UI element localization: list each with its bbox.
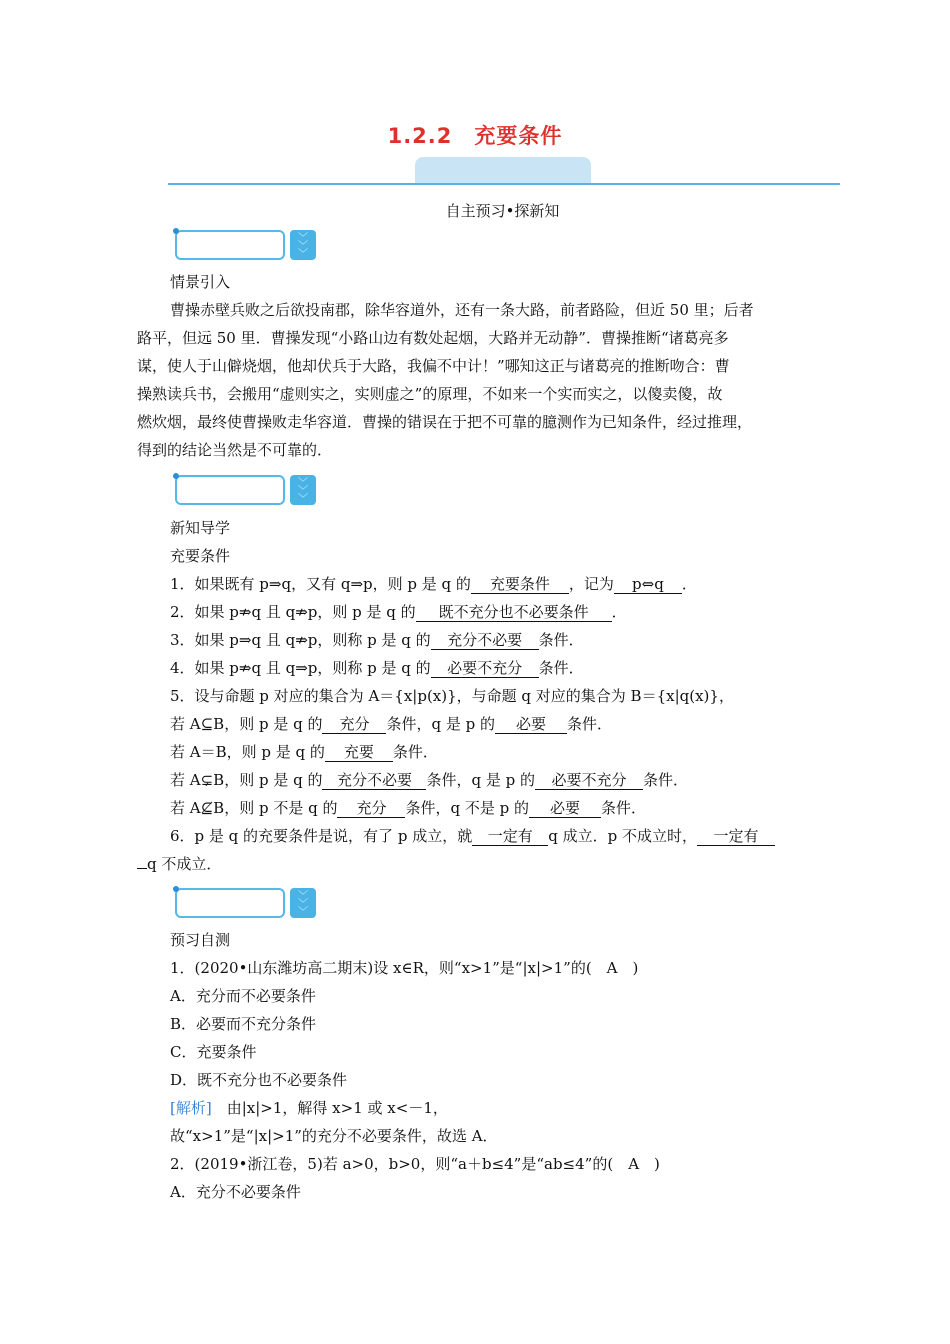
title-divider (168, 183, 840, 185)
page-title: 1.2.2 充要条件 (387, 124, 563, 148)
answer-blank: 既不充分也不必要条件 (416, 604, 612, 622)
question-1-option: A．充分而不必要条件 (170, 987, 316, 1005)
knowledge-item-5c: 若 A⊊B，则 p 是 q 的 充分不必要 条件，q 是 p 的 必要不充分 条件． (170, 771, 689, 789)
question-1-option: B．必要而不充分条件 (170, 1015, 317, 1033)
intro-line: 燃炊烟，最终使曹操败走华容道．曹操的错误在于把不可靠的臆测作为已知条件，经过推理， (137, 413, 753, 431)
knowledge-item-4: 4．如果 p⇏q 且 q⇒p，则称 p 是 q 的 必要不充分 条件． (170, 659, 584, 677)
knowledge-item-5a: 若 A⊆B，则 p 是 q 的 充分 条件，q 是 p 的 必要 条件． (170, 715, 613, 733)
new-knowledge-subheading: 充要条件 (170, 547, 231, 565)
intro-line: 谋，使人于山僻烧烟，他却伏兵于大路，我偏不中计！”哪知这正与诸葛亮的推断吻合：曹 (137, 357, 730, 375)
question-1-option: D．既不充分也不必要条件 (170, 1071, 348, 1089)
knowledge-item-2: 2．如果 p⇏q 且 q⇏p，则 p 是 q 的 既不充分也不必要条件 ． (170, 603, 627, 621)
answer-blank: 充要 (325, 744, 393, 762)
answer-blank: 必要不充分 (535, 772, 643, 790)
knowledge-item-6-cont: q 不成立． (137, 854, 221, 874)
answer-blank: 充要条件 (471, 576, 569, 594)
knowledge-item-6: 6．p 是 q 的充要条件是说，有了 p 成立，就 一定有 q 成立．p 不成立时， 一定有 (170, 826, 775, 846)
intro-line: 路平，但远 50 里．曹操发现“小路山边有数处起烟，大路并无动静”．曹操推断“诸葛亮多 (137, 329, 729, 347)
answer-blank: 充分不必要 (322, 772, 426, 790)
answer-blank: 充分不必要 (431, 632, 539, 650)
question-1-option: C．充要条件 (170, 1043, 257, 1061)
section-badge-frame (175, 888, 285, 918)
section-badge-frame (175, 475, 285, 505)
knowledge-item-5: 5．设与命题 p 对应的集合为 A＝{x|p(x)}，与命题 q 对应的集合为 B＝{x|q(x)}， (170, 687, 734, 705)
title-tab-decoration (415, 157, 591, 184)
intro-line: 操熟读兵书，会搬用“虚则实之，实则虚之”的原理，不如来一个实而实之，以傻卖傻，故 (137, 385, 723, 403)
question-1: 1．(2020•山东潍坊高二期末)设 x∈R，则“x>1”是“|x|>1”的( A ) (170, 959, 639, 977)
analysis-tag: [解析] (170, 1099, 212, 1117)
question-2: 2．(2019•浙江卷，5)若 a>0，b>0，则“a＋b≤4”是“ab≤4”的( A ) (170, 1155, 660, 1173)
chevron-down-icon: ﹀ ﹀ ﹀ (290, 230, 316, 260)
answer-blank: p⇔q (614, 576, 682, 594)
answer-blank: 必要 (495, 716, 567, 734)
badge-dot (173, 473, 179, 479)
intro-heading: 情景引入 (170, 273, 231, 291)
knowledge-item-1: 1．如果既有 p⇒q，又有 q⇒p，则 p 是 q 的 充要条件 ，记为 p⇔q ． (170, 575, 697, 593)
intro-line: 曹操赤壁兵败之后欲投南郡，除华容道外，还有一条大路，前者路险，但近 50 里；后者 (170, 301, 754, 319)
intro-line: 得到的结论当然是不可靠的． (137, 441, 333, 459)
knowledge-item-5d: 若 A⊈B，则 p 不是 q 的 充分 条件，q 不是 p 的 必要 条件． (170, 799, 647, 817)
new-knowledge-heading: 新知导学 (170, 519, 231, 537)
section-badge-frame (175, 230, 285, 260)
answer-blank: 一定有 (472, 828, 548, 846)
badge-dot (173, 886, 179, 892)
badge-dot (173, 228, 179, 234)
question-2-option: A．充分不必要条件 (170, 1183, 301, 1201)
section-heading: 自主预习•探新知 (445, 202, 560, 220)
analysis-line: 故“x>1”是“|x|>1”的充分不必要条件，故选 A． (170, 1127, 498, 1145)
answer-blank: 必要 (529, 800, 601, 818)
analysis-line: [解析] 由|x|>1，解得 x>1 或 x<－1， (170, 1099, 448, 1117)
answer-blank: 充分 (322, 716, 386, 734)
answer-blank: 一定有 (697, 828, 775, 846)
answer-blank: 必要不充分 (431, 660, 539, 678)
knowledge-item-3: 3．如果 p⇒q 且 q⇏p，则称 p 是 q 的 充分不必要 条件． (170, 631, 584, 649)
chevron-down-icon: ﹀ ﹀ ﹀ (290, 888, 316, 918)
chevron-down-icon: ﹀ ﹀ ﹀ (290, 475, 316, 505)
knowledge-item-5b: 若 A＝B，则 p 是 q 的 充要 条件． (170, 743, 438, 761)
self-test-heading: 预习自测 (170, 931, 231, 949)
answer-blank: 充分 (337, 800, 405, 818)
